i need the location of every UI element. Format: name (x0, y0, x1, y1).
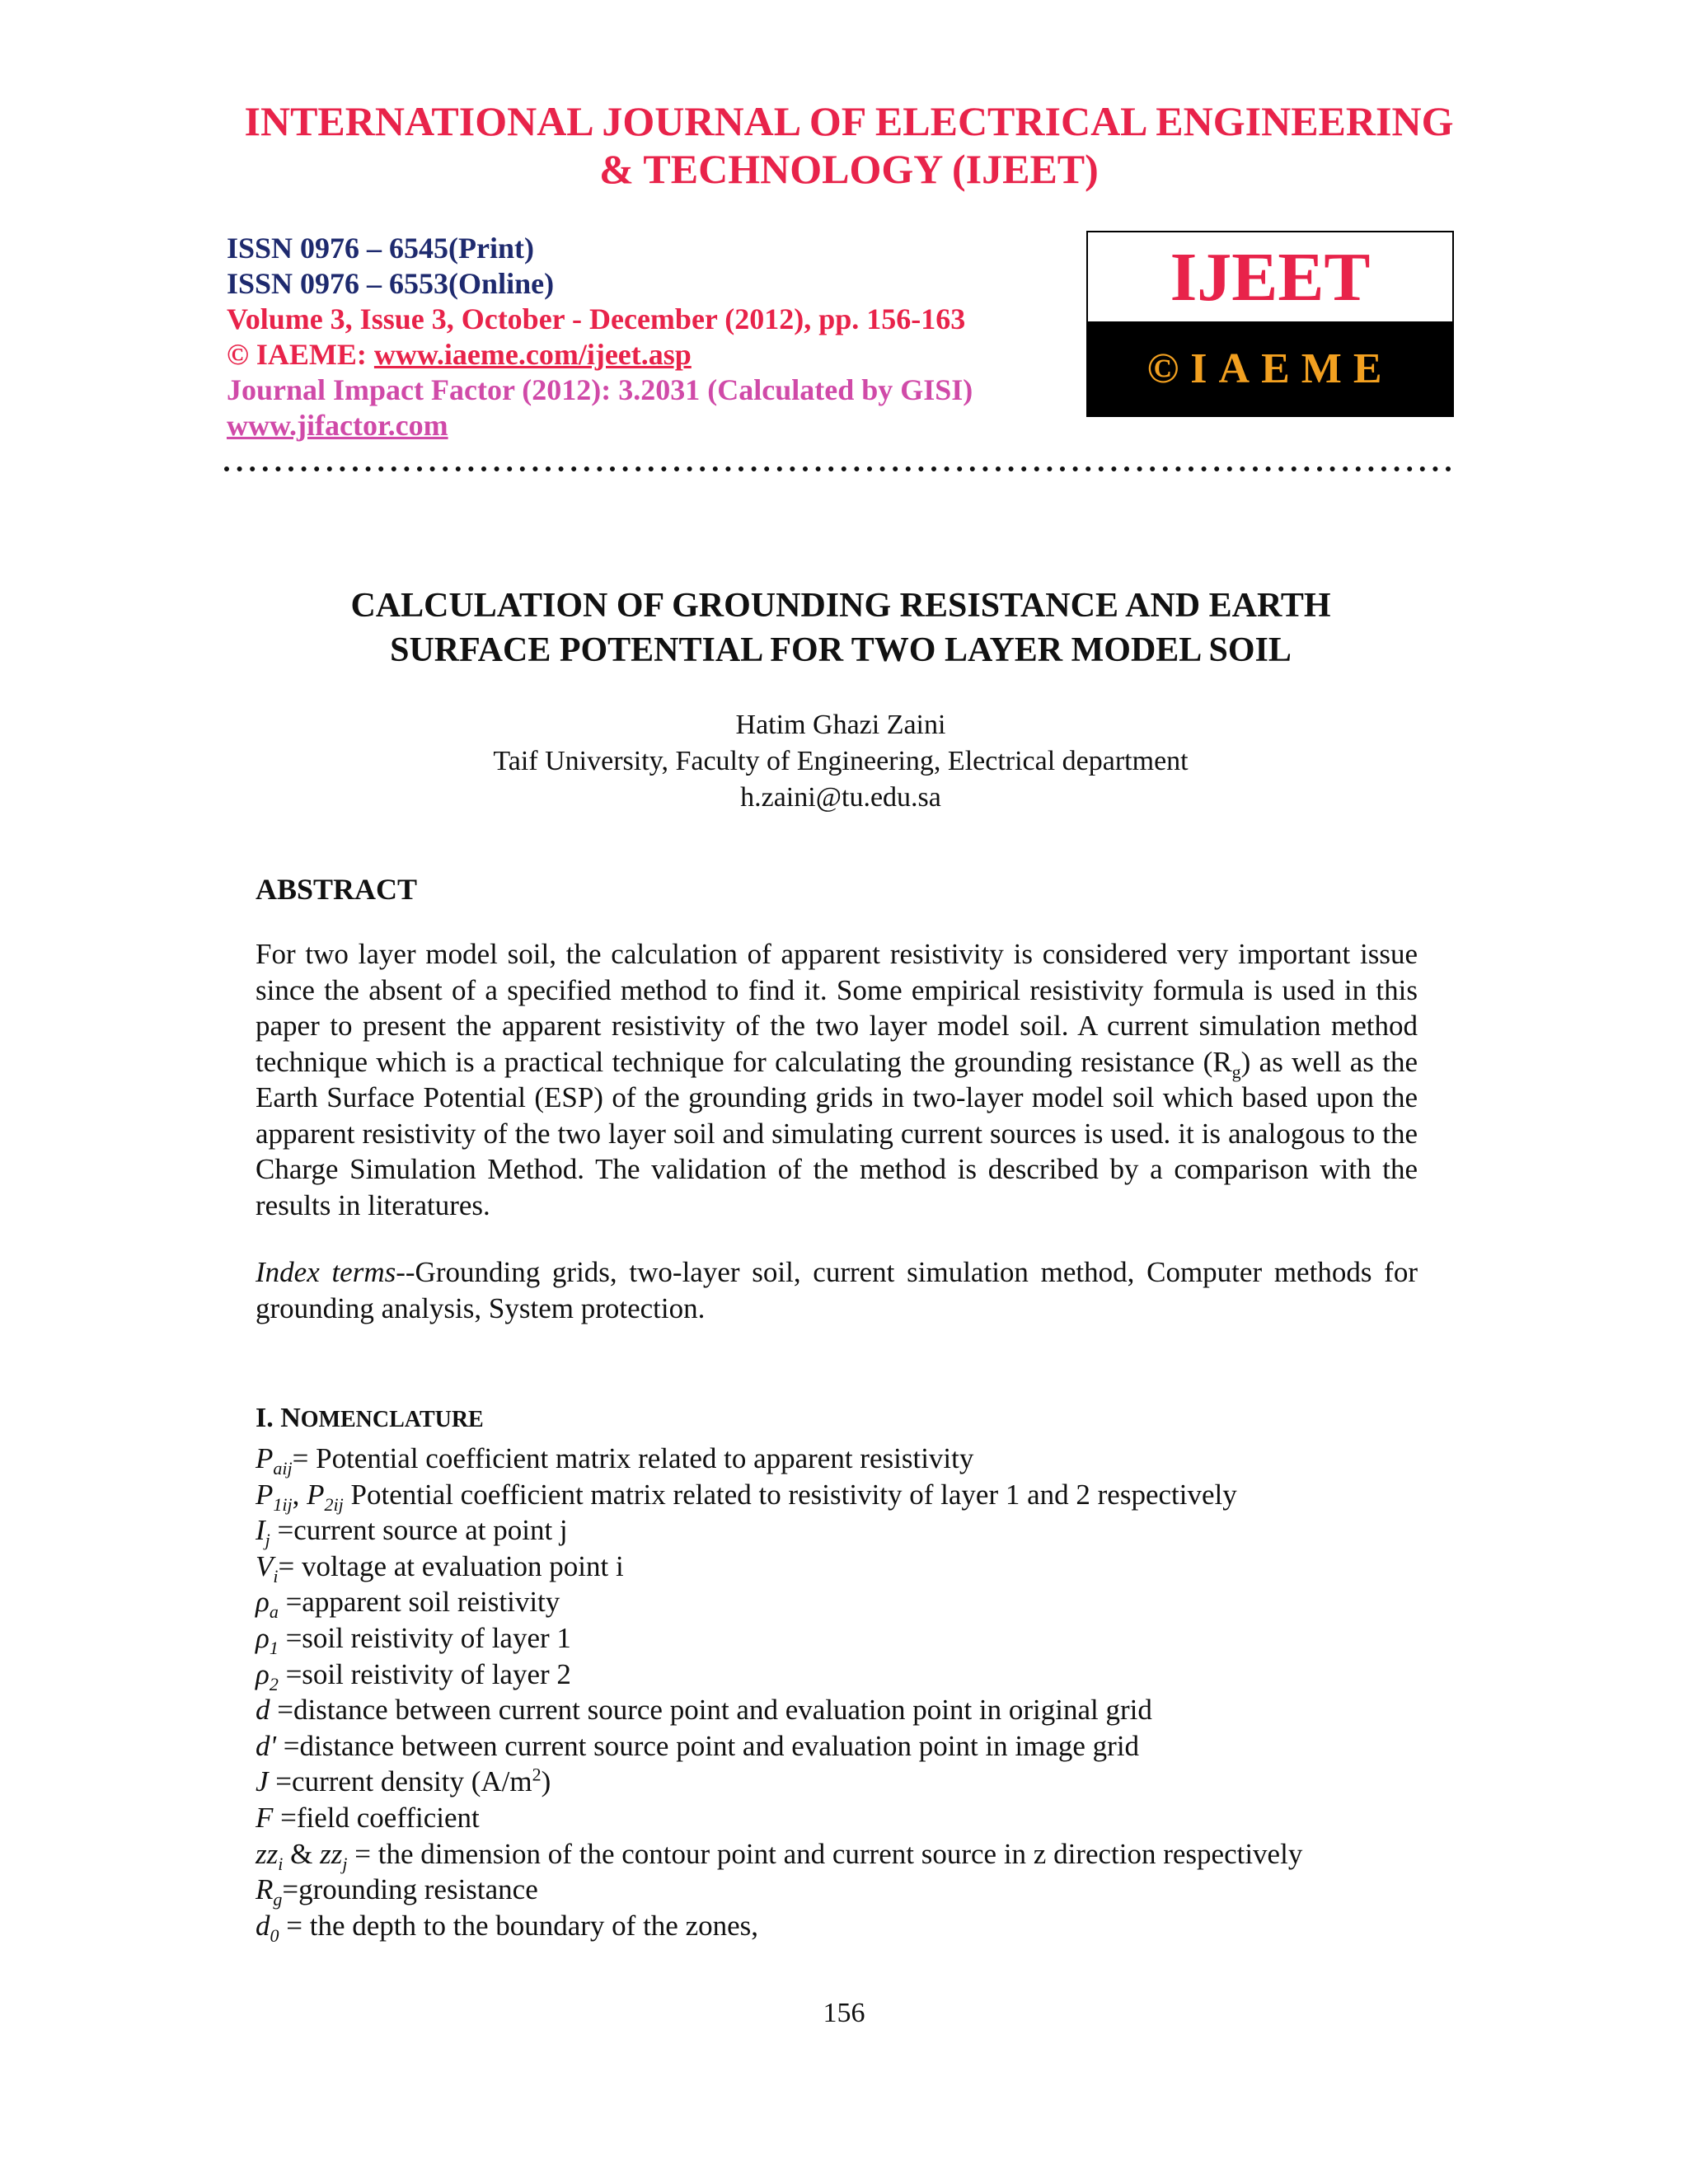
dotted-separator (224, 465, 1456, 473)
nomenclature-item: $\rho_2$ =soil reistivity of layer 2 (256, 1657, 571, 1694)
author-email[interactable]: h.zaini@tu.edu.sa (740, 782, 941, 813)
nomenclature-item: $\rho_1$ =soil reistivity of layer 1 (256, 1621, 571, 1658)
nomenclature-item: $I_j$ =current source at point j (256, 1514, 568, 1551)
issn-print: ISSN 0976 – 6545(Print) (227, 232, 535, 265)
author-block (231, 707, 1451, 816)
abstract-text-part1: For two layer model soil, the calculation of apparent resistivity is considered very important issue since the absent of a specified method to find it. Some empirical resistivity formula is used in this paper to present the apparent resistivity of the two layer model soil. A current simulation method technique which is a practical technique for calculating the grounding resistance (R (256, 938, 1418, 1078)
page-number: 156 (823, 1998, 865, 2028)
nomenclature-item: $V_i=$ voltage at evaluation point i (256, 1549, 624, 1586)
nomenclature-item: $R_g=grounding$ resistance (256, 1873, 538, 1910)
nomenclature-item: $\rho_a$ =apparent soil reistivity (256, 1586, 560, 1623)
jifactor-link[interactable]: www.jifactor.com (227, 409, 448, 442)
author-name: Hatim Ghazi Zaini (735, 710, 946, 740)
impact-factor: Journal Impact Factor (2012): 3.2031 (Calculated by GISI) (227, 373, 973, 406)
index-terms-label: Index terms (256, 1256, 396, 1288)
journal-title-line2: & TECHNOLOGY (IJEET) (599, 146, 1099, 192)
nomenclature-heading (256, 1403, 484, 1434)
nomenclature-item: d =distance between current source point and evaluation point in original grid (256, 1694, 1152, 1727)
iaeme-prefix: © IAEME: (227, 338, 374, 371)
nomenclature-item: $zz_i$ & $zz_j$ = the dimension of the contour point and current source in z direction respectively (256, 1837, 1303, 1874)
abstract-heading: ABSTRACT (256, 873, 418, 906)
abstract-text (256, 936, 1418, 1223)
issn-online: ISSN 0976 – 6553(Online) (227, 267, 555, 300)
nomenclature-item: d' =distance between current source point and evaluation point in image grid (256, 1729, 1140, 1762)
nomenclature-item: $d_0$ = the depth to the boundary of the zones, (256, 1909, 759, 1946)
volume-info: Volume 3, Issue 3, October - December (2012), pp. 156-163 (227, 302, 966, 335)
iaeme-link[interactable]: www.iaeme.com/ijeet.asp (373, 338, 692, 371)
nomenclature-item: $P_{aij}=$ Potential coefficient matrix related to apparent resistivity (256, 1442, 974, 1479)
abstract-text-sub: g (1231, 1061, 1241, 1082)
paper-title-line2: SURFACE POTENTIAL FOR TWO LAYER MODEL SOIL (390, 631, 1292, 669)
nomenclature-heading-num: I. N (256, 1403, 301, 1433)
nomenclature-item: $P_{1ij}$, $P_{2ij}$ Potential coefficient matrix related to resistivity of layer 1 and 2 respectively (256, 1478, 1237, 1515)
journal-meta (227, 231, 973, 443)
paper-title-line1: CALCULATION OF GROUNDING RESISTANCE AND EARTH (350, 587, 1331, 625)
author-affiliation: Taif University, Faculty of Engineering, Electrical department (493, 746, 1189, 776)
ijeet-logo (1086, 231, 1454, 417)
logo-title: IJEET (1170, 238, 1371, 316)
index-terms-text: --Grounding grids, two-layer soil, current simulation method, Computer methods for grounding analysis, System protection. (256, 1256, 1418, 1324)
iaeme-line (227, 337, 973, 373)
abstract-text-part2: ) as well as the Earth Surface Potential (ESP) of the grounding grids in two-layer model soil which based upon the apparent resistivity of the two layer soil and simulating current sources is used. it is analogous to the Charge Simulation Method. The validation of the method is described by a comparison with the results in literatures. (256, 1045, 1418, 1221)
index-terms (256, 1254, 1418, 1326)
logo-publisher: ©IAEME (1088, 321, 1452, 415)
journal-title (124, 97, 1574, 193)
nomenclature-heading-rest: OMENCLATURE (300, 1407, 484, 1432)
paper-title (231, 583, 1451, 673)
journal-title-line1: INTERNATIONAL JOURNAL OF ELECTRICAL ENGINEERING (244, 98, 1454, 144)
nomenclature-item: J =current density $(A/m^2)$ (256, 1764, 551, 1798)
nomenclature-item: F =field coefficient (256, 1801, 480, 1834)
nomenclature-list (256, 1441, 1459, 1946)
